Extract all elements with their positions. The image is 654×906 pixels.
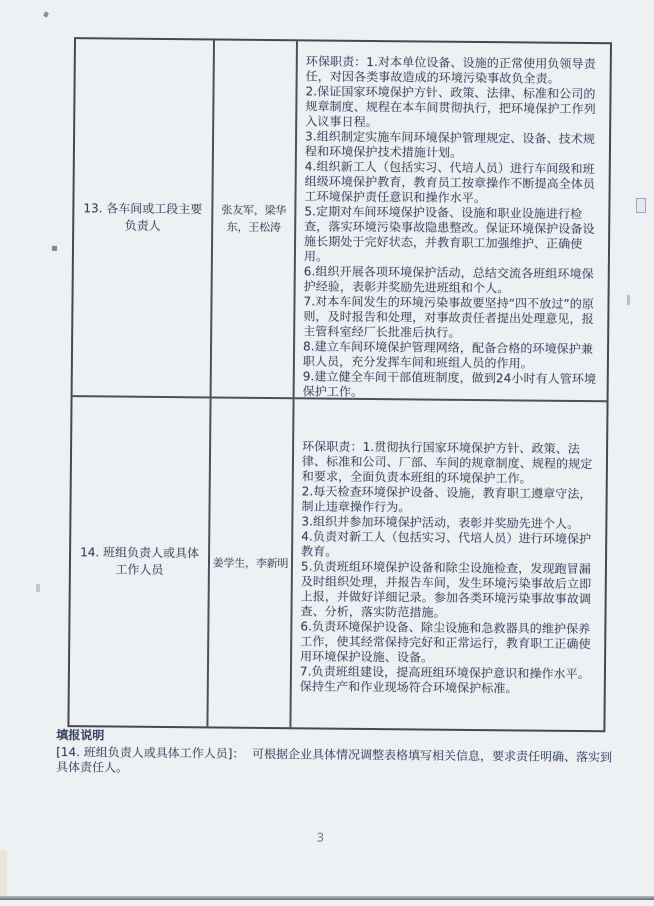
table-cell-role-14: 14. 班组负责人或具体工作人员	[69, 397, 211, 726]
table-cell-names-14: 姜学生，李新明	[208, 398, 294, 727]
ink-speck	[636, 198, 646, 213]
ink-speck	[51, 245, 57, 251]
table-cell-duties-14: 环保职责：1.贯彻执行国家环境保护方针、政策、法律、标准和公司、厂部、车间的规章制度、规程的规定和要求，全面负责本班组的环境保护工作。 2.每天检查环境保护设备、设施，教育职工遵章守法，制止违章操作行为。 3.组织并参加环境保护活动，表彰并奖励先进个人。 4.负责对新工人（包括实习、代培人员）进行环境保护教育。 5.负责班组环境保护设备和除尘设施检查，发现跑冒漏及时组织处理，并报告车间，发生环境污染事故后立即上报，并做好详细记录。参加各类环境污染事故事故调查、分析，落实防范措施。 6.负责环境保护设备、除尘设施和急救器具的维护保养工作，使其经常保持完好和正常运行，教育职工正确使用环境保护设施、设备。 7.负责班组建设，提高班组环境保护意识和操作水平。保持生产和作业现场符合环境保护标准。	[299, 439, 593, 696]
scan-bottom-edge	[0, 896, 654, 900]
responsibility-table	[67, 37, 612, 732]
filling-instructions-body: [14. 班组负责人或具体工作人员]： 可根据企业具体情况调整表格填写相关信息，要求责任明确、落实到具体责任人。	[55, 744, 613, 775]
table-cell-names-13: 张友军，梁华东，王松涛	[212, 40, 298, 399]
table-cell-duties-13: 环保职责：1.对本单位设备、设施的正常使用负领导责任，对因各类事故造成的环境污染事故负全责。 2.保证国家环境保护方针、政策、法律、标准和公司的规章制度、规程在本车间贯彻执行，把环境保护工作列入议事日程。 3.组织制定实施车间环境保护管理规定、设备、技术规程和环境保护技术措施计划。 4.组织新工人（包括实习、代培人员）进行车间级和班组级环境保护教育，教育员工按章操作不断提高全体员工环境保护责任意识和操作水平。 5.定期对车间环境保护设备、设施和职业设施进行检查，落实环境污染事故隐患整改。保证环境保护设备设施长期处于完好状态，并教育职工加强维护、正确使用。 6.组织开展各项环境保护活动，总结交流各班组环境保护经验，表彰并奖励先进班组和个人。 7.对本车间发生的环境污染事故要坚持“四不放过”的原则，及时报告和处理，对事故责任者提出处理意见，报主管科室经厂长批准后执行。 8.建立车间环境保护管理网络，配备合格的环境保护兼职人员，充分发挥车间和班组人员的作用。 9.建立健全车间干部值班制度，做到24小时有人管环境保护工作。	[295, 41, 610, 402]
table-cell-role-13: 13. 各车间或工段主要负责人	[73, 39, 215, 398]
ink-speck	[36, 584, 40, 592]
ink-speck	[627, 295, 630, 305]
scan-left-edge-strip	[0, 850, 7, 896]
filling-instructions	[56, 728, 614, 780]
filling-instructions-heading: 填报说明	[56, 727, 105, 743]
page-number: 3	[316, 830, 325, 845]
